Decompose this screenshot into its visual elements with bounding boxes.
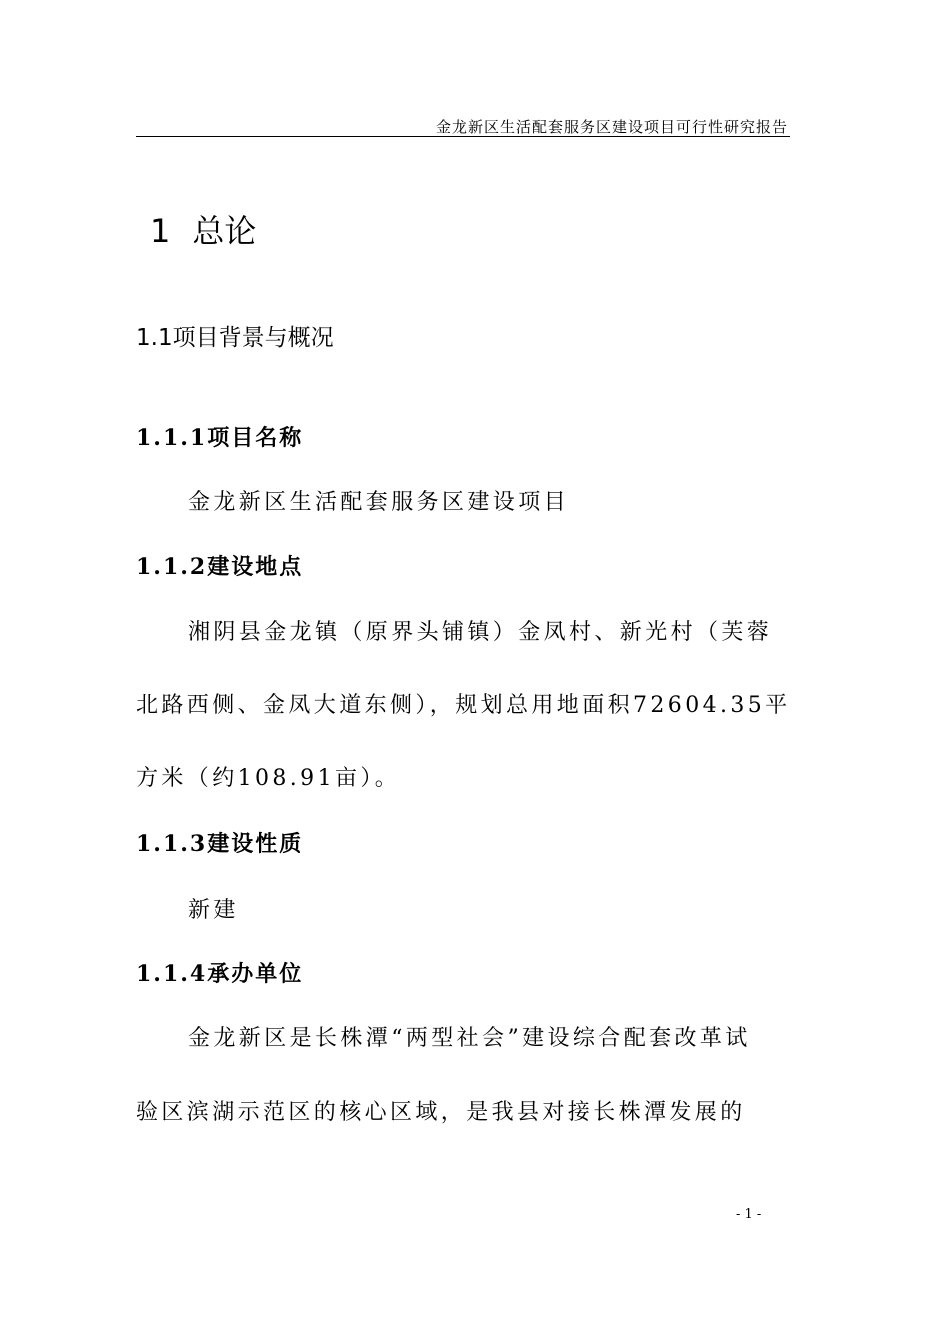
paragraph-line: 北路西侧、金凤大道东侧），规划总用地面积72604.35平 xyxy=(136,693,791,718)
subsection-heading-nature: 1.1.3建设性质 xyxy=(136,831,304,857)
header-rule xyxy=(136,136,790,137)
paragraph-line: 验区滨湖示范区的核心区域，是我县对接长株潭发展的 xyxy=(136,1100,746,1125)
paragraph-line: 方米（约108.91亩）。 xyxy=(136,766,401,791)
paragraph-line: 金龙新区是长株潭“两型社会”建设综合配套改革试 xyxy=(188,1026,751,1051)
chapter-heading xyxy=(150,206,256,252)
subsection-heading-organizer: 1.1.4承办单位 xyxy=(136,961,304,987)
paragraph-line: 新建 xyxy=(188,898,239,923)
paragraph-line: 金龙新区生活配套服务区建设项目 xyxy=(188,490,570,515)
subsection-heading-project-name: 1.1.1项目名称 xyxy=(136,425,304,451)
paragraph-line: 湘阴县金龙镇（原界头铺镇）金凤村、新光村（芙蓉 xyxy=(188,620,773,645)
subsection-heading-location: 1.1.2建设地点 xyxy=(136,554,304,580)
chapter-number: 1 xyxy=(150,212,171,250)
running-header: 金龙新区生活配套服务区建设项目可行性研究报告 xyxy=(435,118,788,136)
chapter-title: 总论 xyxy=(192,212,257,250)
section-heading: 1.1项目背景与概况 xyxy=(136,325,334,351)
page-number: - 1 - xyxy=(736,1207,762,1222)
